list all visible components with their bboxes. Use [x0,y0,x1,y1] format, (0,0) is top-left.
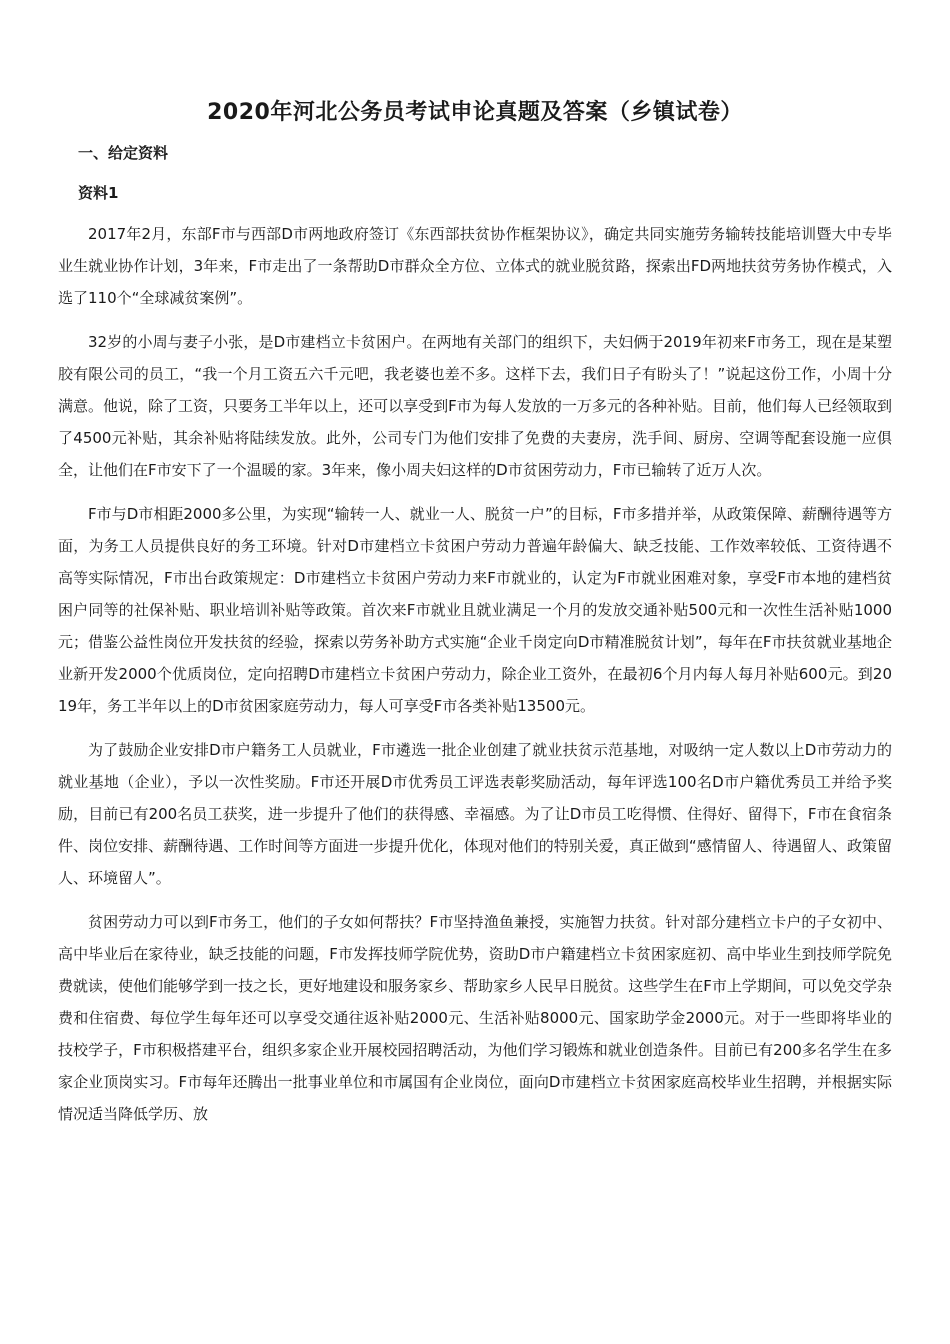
paragraph: F市与D市相距2000多公里，为实现“输转一人、就业一人、脱贫一户”的目标，F市多措并举，从政策保障、薪酬待遇等方面，为务工人员提供良好的务工环境。针对D市建档立卡贫困户劳动力普遍年龄偏大、缺乏技能、工作效率较低、工资待遇不高等实际情况，F市出台政策规定：D市建档立卡贫困户劳动力来F市就业的，认定为F市就业困难对象，享受F市本地的建档贫困户同等的社保补贴、职业培训补贴等政策。首次来F市就业且就业满足一个月的发放交通补贴500元和一次性生活补贴1000元；借鉴公益性岗位开发扶贫的经验，探索以劳务补助方式实施“企业千岗定向D市精准脱贫计划”，每年在F市扶贫就业基地企业新开发2000个优质岗位，定向招聘D市建档立卡贫困户劳动力，除企业工资外，在最初6个月内每人每月补贴600元。到2019年，务工半年以上的D市贫困家庭劳动力，每人可享受F市各类补贴13500元。 [58,505,892,715]
paragraph: 为了鼓励企业安排D市户籍务工人员就业，F市遴选一批企业创建了就业扶贫示范基地，对吸纳一定人数以上D市劳动力的就业基地（企业），予以一次性奖励。F市还开展D市优秀员工评选表彰奖励活动，每年评选100名D市户籍优秀员工并给予奖励，目前已有200名员工获奖，进一步提升了他们的获得感、幸福感。为了让D市员工吃得惯、住得好、留得下，F市在食宿条件、岗位安排、薪酬待遇、工作时间等方面进一步提升优化，体现对他们的特别关爱，真正做到“感情留人、待遇留人、政策留人、环境留人”。 [58,741,892,887]
paragraph: 贫困劳动力可以到F市务工，他们的子女如何帮扶？F市坚持渔鱼兼授，实施智力扶贫。针对部分建档立卡户的子女初中、高中毕业后在家待业，缺乏技能的问题，F市发挥技师学院优势，资助D市户籍建档立卡贫困家庭初、高中毕业生到技师学院免费就读，使他们能够学到一技之长，更好地建设和服务家乡、帮助家乡人民早日脱贫。这些学生在F市上学期间，可以免交学杂费和住宿费、每位学生每年还可以享受交通往返补贴2000元、生活补贴8000元、国家助学金2000元。对于一些即将毕业的技校学子，F市积极搭建平台，组织多家企业开展校园招聘活动，为他们学习锻炼和就业创造条件。目前已有200多名学生在多家企业顶岗实习。F市每年还腾出一批事业单位和市属国有企业岗位，面向D市建档立卡贫困家庭高校毕业生招聘，并根据实际情况适当降低学历、放 [58,913,892,1123]
document-title: 2020年河北公务员考试申论真题及答案（乡镇试卷） [207,100,743,125]
paragraph: 32岁的小周与妻子小张，是D市建档立卡贫困户。在两地有关部门的组织下，夫妇俩于2019年初来F市务工，现在是某塑胶有限公司的员工，“我一个月工资五六千元吧，我老婆也差不多。这样下去，我们日子有盼头了！”说起这份工作，小周十分满意。他说，除了工资，只要务工半年以上，还可以享受到F市为每人发放的一万多元的各种补贴。目前，他们每人已经领取到了4500元补贴，其余补贴将陆续发放。此外，公司专门为他们安排了免费的夫妻房，洗手间、厨房、空调等配套设施一应俱全，让他们在F市安下了一个温暖的家。3年来，像小周夫妇这样的D市贫困劳动力，F市已输转了近万人次。 [58,333,892,479]
section-heading: 一、给定资料 [78,144,169,162]
material-heading: 资料1 [78,184,119,202]
paragraph: 2017年2月，东部F市与西部D市两地政府签订《东西部扶贫协作框架协议》，确定共同实施劳务输转技能培训暨大中专毕业生就业协作计划，3年来，F市走出了一条帮助D市群众全方位、立体式的就业脱贫路，探索出FD两地扶贫劳务协作模式，入选了110个“全球减贫案例”。 [58,225,892,307]
